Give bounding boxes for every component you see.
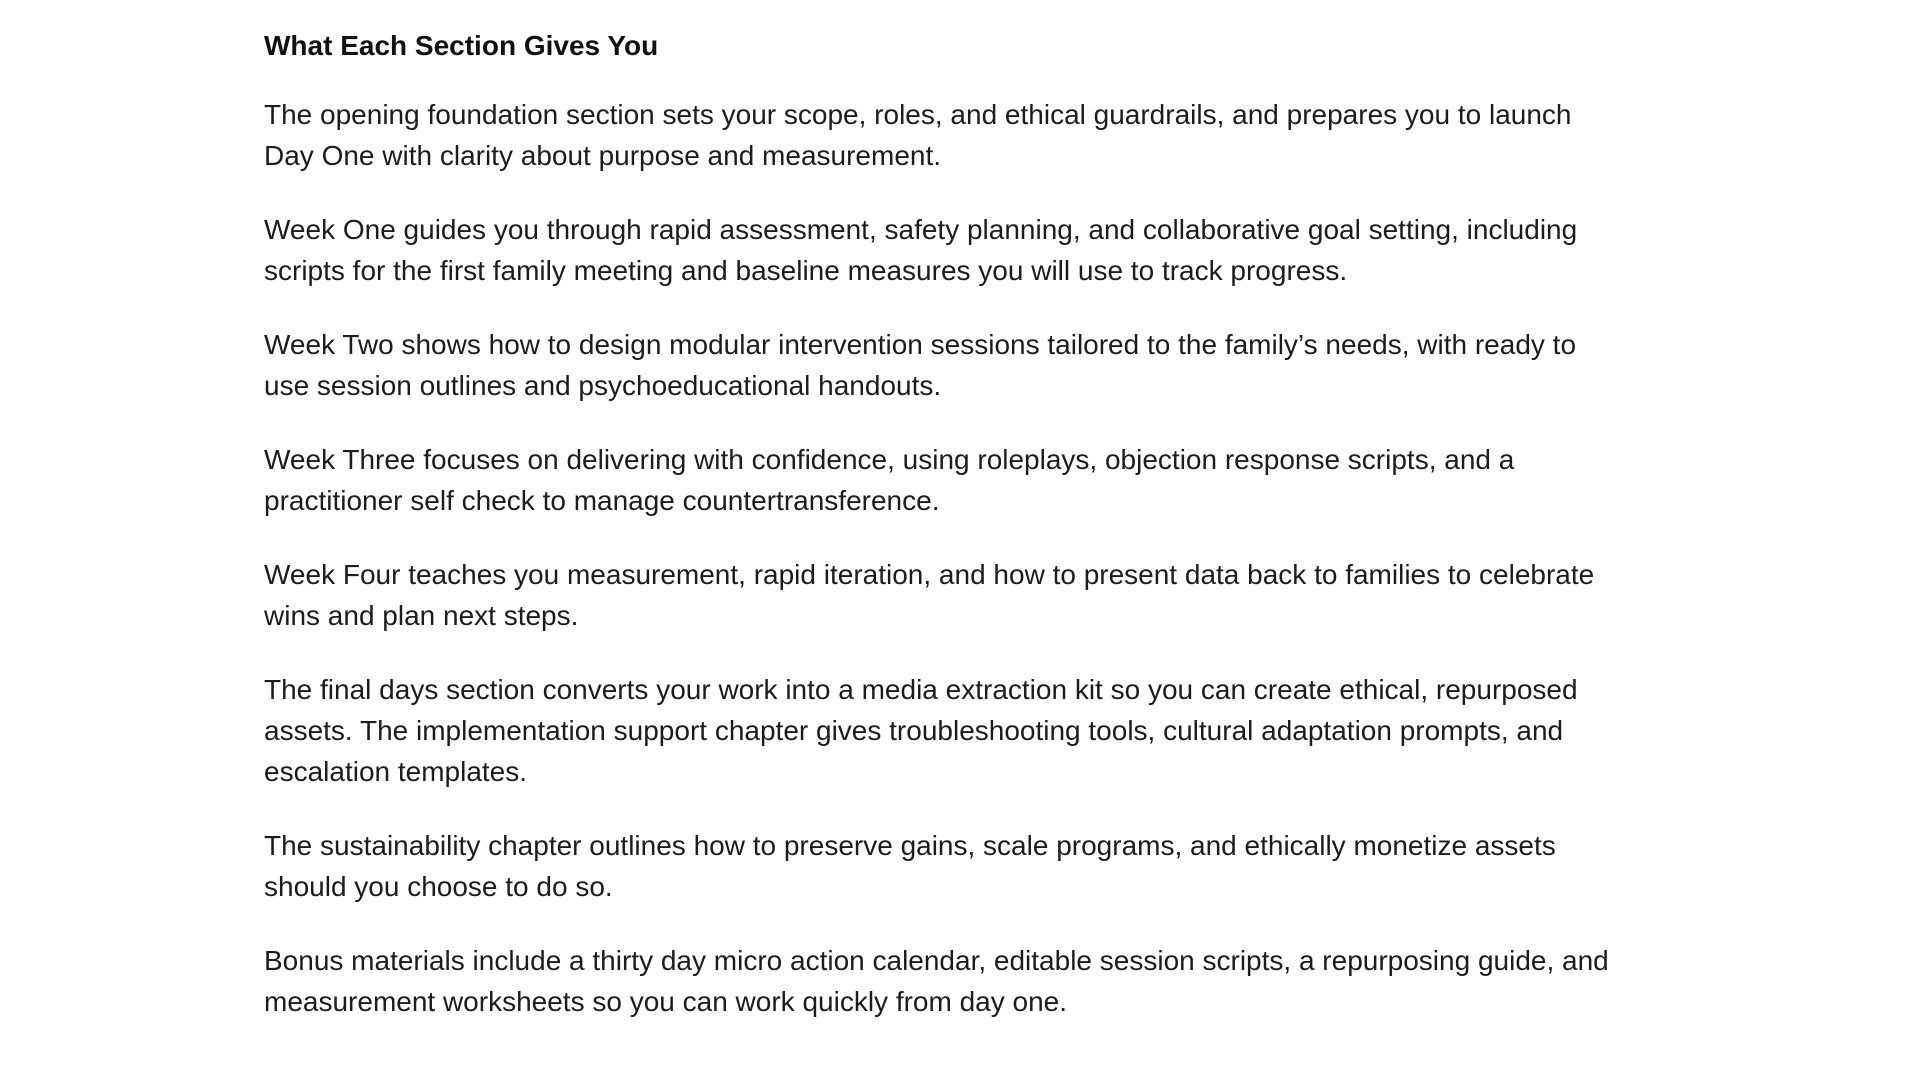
paragraph-week-three: Week Three focuses on delivering with confidence, using roleplays, objection response scripts, and a practitioner self check to manage countertransference. — [264, 444, 1515, 516]
paragraph-week-two: Week Two shows how to design modular intervention sessions tailored to the family’s needs, with ready to use session outlines and psychoeducational handouts. — [264, 329, 1577, 401]
paragraph-final-days: The final days section converts your work into a media extraction kit so you can create ethical, repurposed assets. The implementation support chapter gives troubleshooting tools, cultural adaptation prompts, and escalation templates. — [264, 674, 1578, 787]
paragraph-foundation: The opening foundation section sets your scope, roles, and ethical guardrails, and prepares you to launch Day One with clarity about purpose and measurement. — [264, 99, 1572, 171]
section-heading: What Each Section Gives You — [264, 30, 659, 61]
document-body — [264, 26, 1624, 1055]
paragraph-sustainability: The sustainability chapter outlines how to preserve gains, scale programs, and ethically monetize assets should you choose to do so. — [264, 830, 1556, 902]
paragraph-bonus-materials: Bonus materials include a thirty day micro action calendar, editable session scripts, a repurposing guide, and measurement worksheets so you can work quickly from day one. — [264, 945, 1609, 1017]
paragraph-week-four: Week Four teaches you measurement, rapid iteration, and how to present data back to families to celebrate wins and plan next steps. — [264, 559, 1595, 631]
paragraph-week-one: Week One guides you through rapid assessment, safety planning, and collaborative goal setting, including scripts for the first family meeting and baseline measures you will use to track progress. — [264, 214, 1578, 286]
